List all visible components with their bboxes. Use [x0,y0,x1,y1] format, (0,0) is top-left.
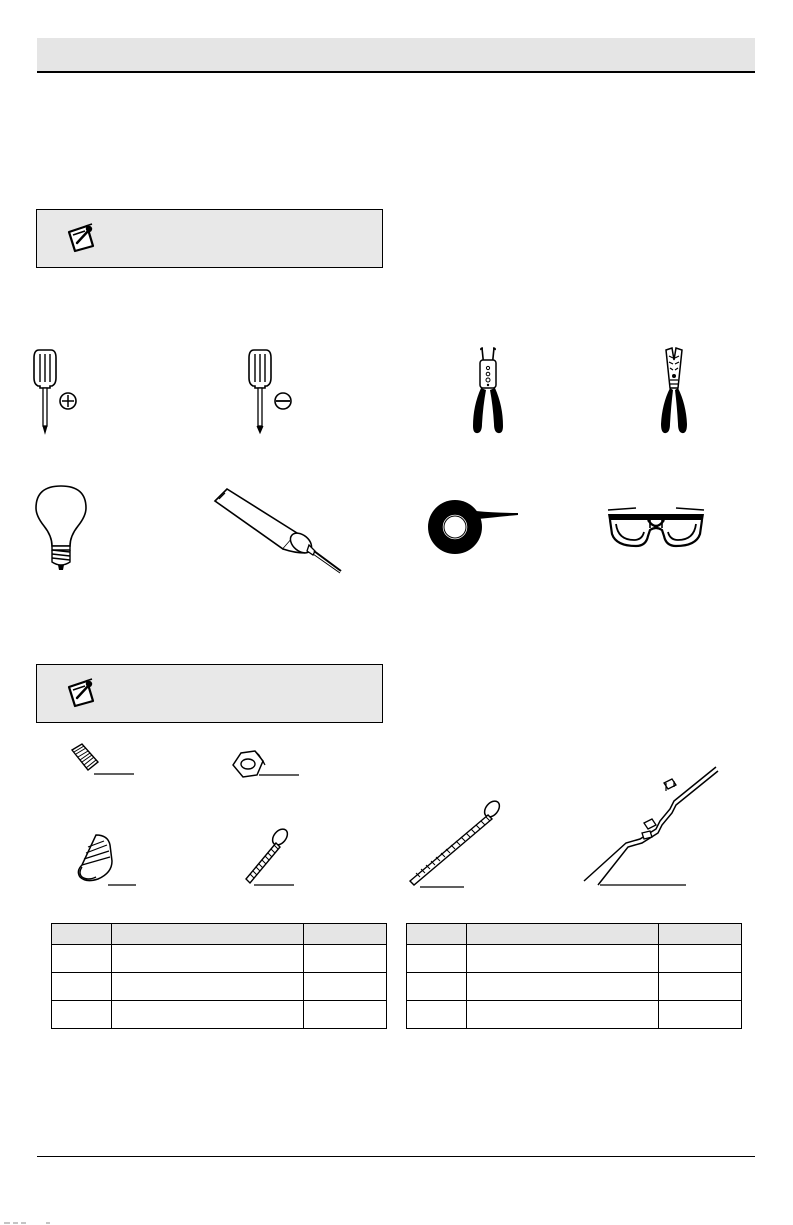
parts-table-right [406,923,742,1029]
threaded-nipple-icon [68,740,138,780]
table-cell [304,973,387,1001]
column-header [304,924,387,945]
column-header [112,924,304,945]
light-bulb-icon [34,484,88,574]
short-screw-icon [240,827,296,887]
table-cell [52,973,112,1001]
table-cell [304,945,387,973]
hex-nut-icon [231,745,303,785]
table-cell [659,1001,742,1029]
long-screw-icon [406,797,502,889]
flathead-screwdriver-icon [241,348,293,434]
note-box-tools [36,209,383,268]
table-cell [112,945,304,973]
column-header [52,924,112,945]
safety-glasses-icon [606,506,706,552]
table-cell [467,945,659,973]
parts-table-left [51,923,387,1029]
table-row [52,1001,387,1029]
table-cell [52,1001,112,1029]
mounting-bracket-icon [580,765,720,889]
table-row [407,973,742,1001]
table-cell [407,945,467,973]
table-cell [659,945,742,973]
page-mark [2,1218,62,1225]
table-header-row [52,924,387,945]
note-pad-icon [63,220,99,256]
note-pad-icon [63,675,99,711]
table-cell [467,973,659,1001]
table-cell [112,973,304,1001]
column-header [467,924,659,945]
wire-stripper-icon [467,346,509,436]
table-cell [52,945,112,973]
table-cell [304,1001,387,1029]
section-header [37,38,755,73]
phillips-screwdriver-icon [26,348,78,434]
table-row [52,973,387,1001]
column-header [407,924,467,945]
silicone-tube-icon [213,487,345,575]
wire-crimper-icon [654,346,694,436]
table-row [407,1001,742,1029]
wire-connector-icon [74,833,140,887]
table-cell [659,973,742,1001]
table-cell [467,1001,659,1029]
note-box-hardware [36,664,383,723]
column-header [659,924,742,945]
footer-divider [37,1156,755,1157]
table-cell [407,1001,467,1029]
table-cell [407,973,467,1001]
table-header-row [407,924,742,945]
table-row [407,945,742,973]
electrical-tape-icon [426,497,522,561]
table-row [52,945,387,973]
table-cell [112,1001,304,1029]
